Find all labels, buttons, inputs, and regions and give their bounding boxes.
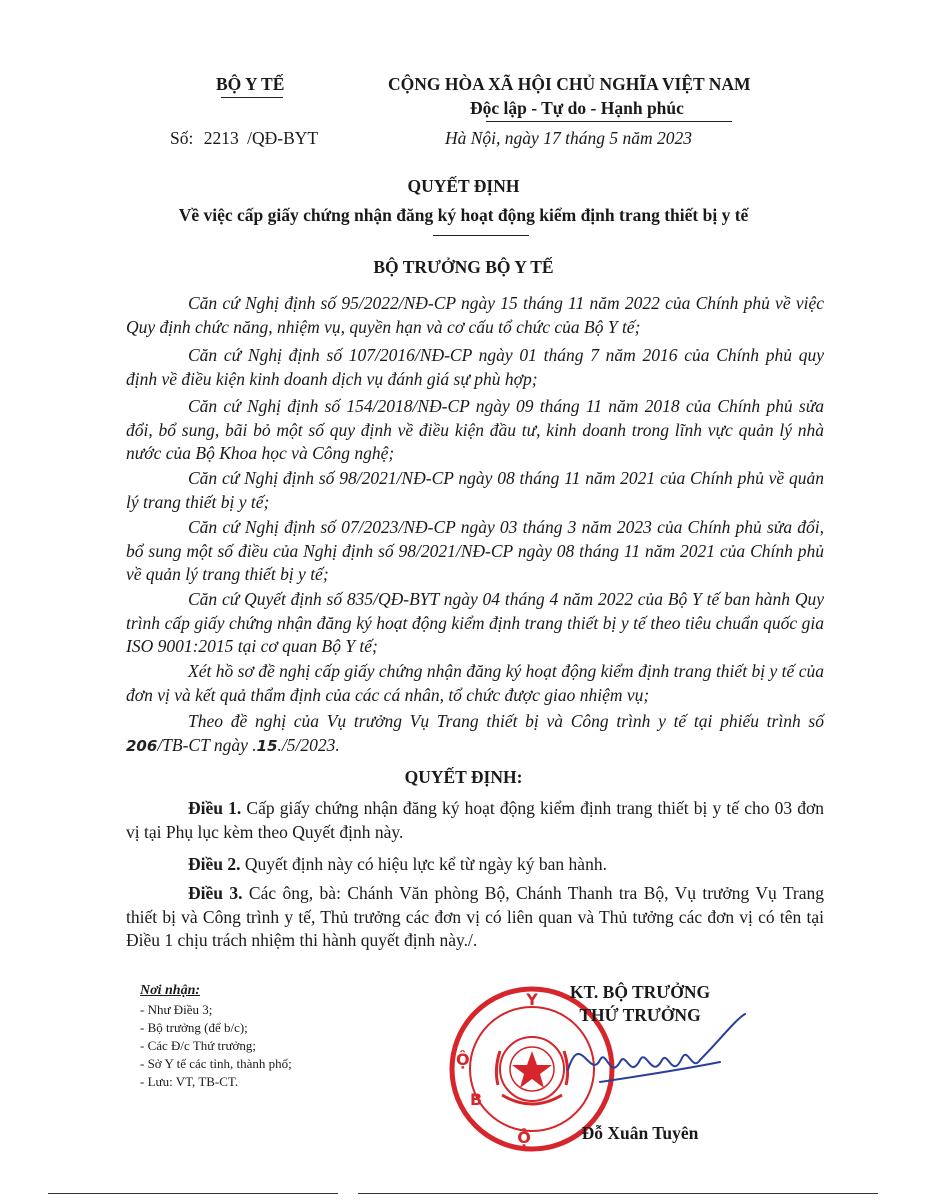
preamble-paragraph xyxy=(126,467,824,514)
proposal-text: /TB-CT ngày . xyxy=(157,734,257,755)
issuing-organization: BỘ Y TẾ xyxy=(216,74,285,94)
date-month-label: tháng xyxy=(565,128,605,148)
svg-text:Y: Y xyxy=(526,990,538,1009)
footer-divider xyxy=(48,1193,338,1194)
doc-number-suffix: /QĐ-BYT xyxy=(247,128,319,148)
article-label: Điều 1. xyxy=(188,798,242,818)
document-date xyxy=(445,128,692,149)
svg-text:Ộ: Ộ xyxy=(456,1050,470,1069)
document-subtitle: Về việc cấp giấy chứng nhận đăng ký hoạt động kiểm định trang thiết bị y tế xyxy=(178,205,749,225)
footer-divider xyxy=(358,1193,878,1194)
date-place: Hà Nội, ngày xyxy=(445,128,539,148)
preamble-text: Xét hồ sơ đề nghị cấp giấy chứng nhận đăng ký hoạt động kiểm định trang thiết bị y tế của đơn vị và kết quả thẩm định của các cá nhân, tổ chức được giao nhiệm vụ; xyxy=(126,661,824,705)
recipients-list xyxy=(140,1001,292,1091)
subtitle-underline xyxy=(433,235,529,236)
doc-number-value: 2213 xyxy=(203,128,239,148)
proposal-text: ./5/2023. xyxy=(277,734,340,755)
preamble-text: Căn cứ Nghị định số 07/2023/NĐ-CP ngày 03 tháng 3 năm 2023 của Chính phủ sửa đổi, bổ sung một số điều của Nghị định số 98/2021/NĐ-CP ngày 08 tháng 11 năm 2021 của Chính phủ về quản lý trang thiết bị y tế; xyxy=(126,517,824,584)
preamble-paragraph xyxy=(126,344,824,391)
handwritten-number: 206 xyxy=(126,736,158,755)
preamble-text: Căn cứ Nghị định số 107/2016/NĐ-CP ngày 01 tháng 7 năm 2016 của Chính phủ quy định về điều kiện kinh doanh dịch vụ đánh giá sự phù hợp; xyxy=(126,345,824,389)
national-motto: Độc lập - Tự do - Hạnh phúc xyxy=(470,98,684,118)
document-title: QUYẾT ĐỊNH xyxy=(407,176,520,196)
document-number xyxy=(170,128,318,149)
svg-text:Ộ: Ộ xyxy=(517,1128,531,1147)
preamble-text: Căn cứ Nghị định số 154/2018/NĐ-CP ngày 09 tháng 11 năm 2018 của Chính phủ sửa đổi, bổ sung, bãi bỏ một số quy định về điều kiện đầu tư, kinh doanh trong lĩnh vực quản lý nhà nước của Bộ Khoa học và Công nghệ; xyxy=(126,396,824,463)
article-label: Điều 3. xyxy=(188,883,243,903)
issuing-authority: BỘ TRƯỞNG BỘ Y TẾ xyxy=(373,257,554,277)
preamble-paragraph xyxy=(126,660,824,707)
article-paragraph xyxy=(126,882,824,953)
motto-underline xyxy=(486,121,732,122)
article-paragraph xyxy=(126,853,824,877)
preamble-paragraph xyxy=(126,588,824,659)
recipient-item: - Các Đ/c Thứ trưởng; xyxy=(140,1038,257,1053)
date-year: năm 2023 xyxy=(622,128,692,148)
proposal-text: Theo đề nghị của Vụ trưởng Vụ Trang thiết bị và Công trình y tế tại phiếu trình số xyxy=(188,711,824,731)
article-paragraph xyxy=(126,797,824,844)
signer-title-line2: THỨ TRƯỞNG xyxy=(579,1005,701,1025)
decision-heading: QUYẾT ĐỊNH: xyxy=(404,767,523,787)
recipient-item: - Sở Y tế các tỉnh, thành phố; xyxy=(140,1056,292,1071)
preamble-paragraph xyxy=(126,292,824,339)
article-label: Điều 2. xyxy=(188,854,241,874)
article-text: Quyết định này có hiệu lực kể từ ngày ký ban hành. xyxy=(240,854,607,874)
preamble-text: Căn cứ Quyết định số 835/QĐ-BYT ngày 04 tháng 4 năm 2022 của Bộ Y tế ban hành Quy trình cấp giấy chứng nhận đăng ký hoạt động kiểm định trang thiết bị y tế theo tiêu chuẩn quốc gia ISO 9001:2015 tại cơ quan Bộ Y tế; xyxy=(126,589,824,656)
preamble-paragraph xyxy=(126,395,824,466)
recipient-item: - Như Điều 3; xyxy=(140,1002,213,1017)
recipient-item: - Lưu: VT, TB-CT. xyxy=(140,1074,239,1089)
recipients-block xyxy=(140,983,292,1091)
signer-title-line1: KT. BỘ TRƯỞNG xyxy=(569,982,711,1002)
svg-text:B: B xyxy=(470,1090,483,1109)
recipient-item: - Bộ trưởng (để b/c); xyxy=(140,1020,248,1035)
doc-number-label: Số: xyxy=(170,128,194,148)
signer-name: Đỗ Xuân Tuyên xyxy=(581,1123,699,1143)
date-day: 17 xyxy=(543,128,561,148)
article-text: Các ông, bà: Chánh Văn phòng Bộ, Chánh Thanh tra Bộ, Vụ trưởng Vụ Trang thiết bị và Công trình y tế, Thủ trưởng các đơn vị có liên quan và Thủ tưởng các đơn vị có tên tại Điều 1 chịu trách nhiệm thi hành quyết định này./. xyxy=(126,883,824,950)
proposal-paragraph xyxy=(126,710,824,758)
article-text: Cấp giấy chứng nhận đăng ký hoạt động kiểm định trang thiết bị y tế cho 03 đơn vị tại Phụ lục kèm theo Quyết định này. xyxy=(126,798,825,842)
preamble-text: Căn cứ Nghị định số 95/2022/NĐ-CP ngày 15 tháng 11 năm 2022 của Chính phủ về việc Quy định chức năng, nhiệm vụ, quyền hạn và cơ cấu tổ chức của Bộ Y tế; xyxy=(126,293,824,337)
handwritten-day: 15 xyxy=(256,736,278,755)
organization-underline xyxy=(221,97,283,98)
preamble-text: Căn cứ Nghị định số 98/2021/NĐ-CP ngày 08 tháng 11 năm 2021 của Chính phủ về quản lý trang thiết bị y tế; xyxy=(126,468,824,512)
national-title: CỘNG HÒA XÃ HỘI CHỦ NGHĨA VIỆT NAM xyxy=(388,74,751,94)
recipients-heading: Nơi nhận: xyxy=(140,983,201,998)
preamble-paragraph xyxy=(126,516,824,587)
date-month: 5 xyxy=(609,128,619,148)
